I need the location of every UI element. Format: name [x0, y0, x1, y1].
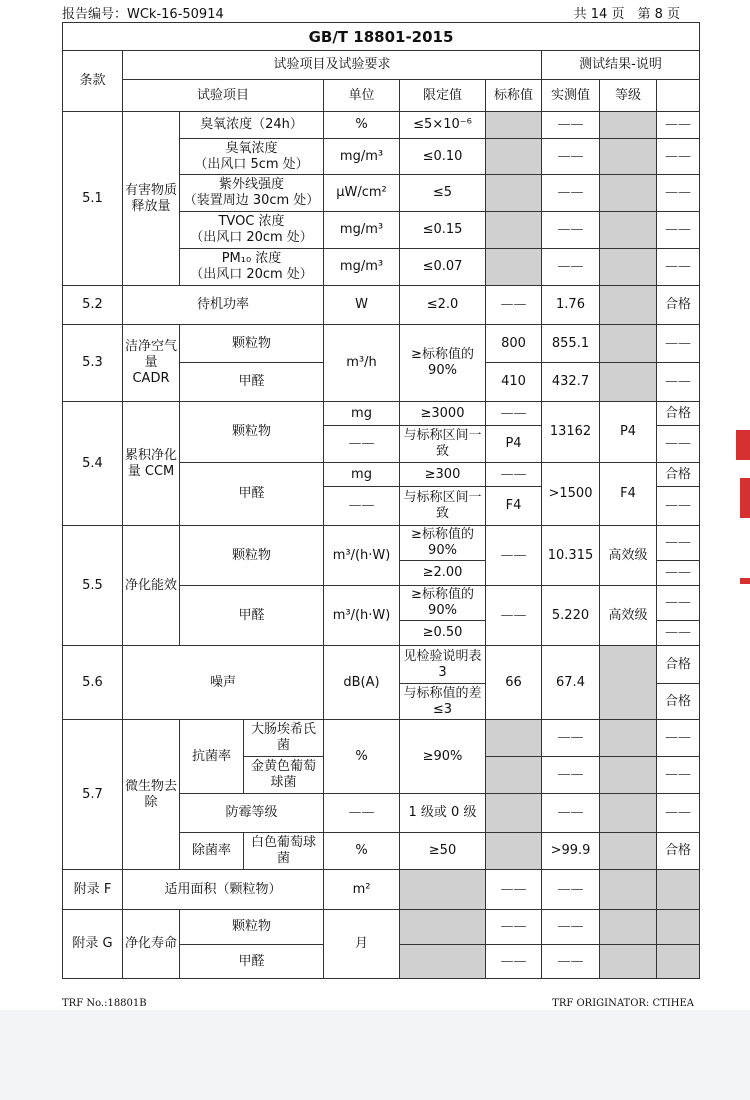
unit-cell: 月	[324, 910, 400, 979]
head-unit: 单位	[324, 80, 400, 112]
judge-cell: ——	[657, 426, 700, 463]
grade-cell: P4	[600, 402, 657, 463]
clause-5-7: 5.7	[63, 720, 123, 870]
nominal-cell: 66	[486, 646, 542, 720]
measured-cell: 5.220	[542, 586, 600, 646]
nominal-cell	[486, 720, 542, 757]
head-clause: 条款	[63, 51, 123, 112]
limit-cell: ≥90%	[400, 720, 486, 794]
judge-cell: ——	[657, 720, 700, 757]
unit-cell: mg	[324, 402, 400, 426]
unit-cell: mg/m³	[324, 249, 400, 286]
clause-appendix-f: 附录 F	[63, 870, 123, 910]
measured-cell: ——	[542, 757, 600, 794]
unit-cell: mg	[324, 463, 400, 487]
judge-cell: ——	[657, 586, 700, 621]
item-particle: 颗粒物	[180, 325, 324, 363]
trf-originator: TRF ORIGINATOR: CTIHEA	[552, 998, 694, 1009]
nominal-cell: ——	[486, 402, 542, 426]
judge-cell: 合格	[657, 646, 700, 684]
head-measured: 实测值	[542, 80, 600, 112]
unit-cell: mg/m³	[324, 139, 400, 175]
judge-cell: 合格	[657, 286, 700, 325]
judge-cell: ——	[657, 175, 700, 212]
judge-cell: ——	[657, 249, 700, 286]
clause-appendix-g: 附录 G	[63, 910, 123, 979]
limit-cell: ≥标称值的 90%	[400, 586, 486, 621]
item-uv: 紫外线强度 （装置周边 30cm 处）	[180, 175, 324, 212]
clause-5-1: 5.1	[63, 112, 123, 286]
viewer-background	[0, 1010, 750, 1100]
nominal-cell: 800	[486, 325, 542, 363]
item-pm10: PM₁₀ 浓度 （出风口 20cm 处）	[180, 249, 324, 286]
seal-edge-mark	[736, 430, 750, 460]
measured-cell: ——	[542, 249, 600, 286]
category-efficiency: 净化能效	[123, 526, 180, 646]
item-formaldehyde: 甲醛	[180, 586, 324, 646]
category-cadr: 洁净空气量 CADR	[123, 325, 180, 402]
category-harmful: 有害物质释放量	[123, 112, 180, 286]
nominal-cell: ——	[486, 526, 542, 586]
nominal-cell: ——	[486, 463, 542, 487]
unit-cell: μW/cm²	[324, 175, 400, 212]
judge-cell: ——	[657, 112, 700, 139]
limit-cell: ≥300	[400, 463, 486, 487]
measured-cell: 10.315	[542, 526, 600, 586]
unit-cell: %	[324, 833, 400, 870]
limit-cell: 见检验说明表 3	[400, 646, 486, 684]
judge-cell: 合格	[657, 684, 700, 720]
judge-cell: ——	[657, 621, 700, 646]
item-particle: 颗粒物	[180, 526, 324, 586]
limit-cell: ≥3000	[400, 402, 486, 426]
grade-cell	[600, 833, 657, 870]
clause-5-3: 5.3	[63, 325, 123, 402]
limit-cell	[400, 870, 486, 910]
clause-5-2: 5.2	[63, 286, 123, 325]
item-formaldehyde: 甲醛	[180, 363, 324, 402]
judge-cell	[657, 870, 700, 910]
judge-cell: ——	[657, 794, 700, 833]
item-formaldehyde: 甲醛	[180, 463, 324, 526]
nominal-cell: ——	[486, 586, 542, 646]
unit-cell: mg/m³	[324, 212, 400, 249]
standard-title: GB/T 18801-2015	[63, 23, 700, 51]
measured-cell: ——	[542, 175, 600, 212]
item-staph: 金黄色葡萄球菌	[244, 757, 324, 794]
judge-cell: 合格	[657, 463, 700, 487]
measured-cell: ——	[542, 720, 600, 757]
category-lifetime: 净化寿命	[123, 910, 180, 979]
limit-cell: ≥标称值的 90%	[400, 526, 486, 561]
nominal-cell: P4	[486, 426, 542, 463]
nominal-cell: ——	[486, 286, 542, 325]
nominal-cell: ——	[486, 870, 542, 910]
judge-cell: ——	[657, 139, 700, 175]
head-nominal: 标称值	[486, 80, 542, 112]
measured-cell: ——	[542, 212, 600, 249]
limit-cell	[400, 945, 486, 979]
judge-cell: ——	[657, 325, 700, 363]
clause-5-5: 5.5	[63, 526, 123, 646]
nominal-cell	[486, 757, 542, 794]
item-particle: 颗粒物	[180, 910, 324, 945]
judge-cell: 合格	[657, 402, 700, 426]
nominal-cell: ——	[486, 910, 542, 945]
grade-cell: F4	[600, 463, 657, 526]
limit-cell: 1 级或 0 级	[400, 794, 486, 833]
grade-cell	[600, 325, 657, 363]
seal-edge-mark	[740, 478, 750, 518]
measured-cell: 432.7	[542, 363, 600, 402]
grade-cell	[600, 794, 657, 833]
seal-edge-mark	[740, 578, 750, 584]
unit-cell: ——	[324, 487, 400, 526]
grade-cell	[600, 175, 657, 212]
grade-cell	[600, 363, 657, 402]
measured-cell: 67.4	[542, 646, 600, 720]
nominal-cell	[486, 249, 542, 286]
nominal-cell	[486, 112, 542, 139]
judge-cell: ——	[657, 212, 700, 249]
grade-cell	[600, 139, 657, 175]
limit-cell: ≥2.00	[400, 561, 486, 586]
grade-cell	[600, 212, 657, 249]
unit-cell: m³/h	[324, 325, 400, 402]
unit-cell: W	[324, 286, 400, 325]
measured-cell: ——	[542, 945, 600, 979]
item-area: 适用面积（颗粒物）	[123, 870, 324, 910]
grade-cell	[600, 249, 657, 286]
judge-cell: ——	[657, 487, 700, 526]
unit-cell: m³/(h·W)	[324, 526, 400, 586]
unit-cell: %	[324, 112, 400, 139]
unit-cell: m²	[324, 870, 400, 910]
measured-cell: ——	[542, 794, 600, 833]
judge-cell: ——	[657, 561, 700, 586]
page-info: 共 14 页 第 8 页	[573, 7, 680, 22]
trf-number: TRF No.:18801B	[62, 998, 147, 1009]
judge-cell	[657, 945, 700, 979]
limit-cell: 与标称区间一致	[400, 426, 486, 463]
measured-cell: 1.76	[542, 286, 600, 325]
grade-cell: 高效级	[600, 526, 657, 586]
head-item: 试验项目	[123, 80, 324, 112]
limit-cell: ≤0.07	[400, 249, 486, 286]
unit-cell: dB(A)	[324, 646, 400, 720]
limit-cell: ≤0.15	[400, 212, 486, 249]
nominal-cell: ——	[486, 945, 542, 979]
measured-cell: ——	[542, 870, 600, 910]
nominal-cell	[486, 139, 542, 175]
item-particle: 颗粒物	[180, 402, 324, 463]
unit-cell: ——	[324, 794, 400, 833]
nominal-cell	[486, 212, 542, 249]
judge-cell: ——	[657, 526, 700, 561]
item-standby-power: 待机功率	[123, 286, 324, 325]
judge-cell	[657, 910, 700, 945]
measured-cell: 13162	[542, 402, 600, 463]
clause-5-6: 5.6	[63, 646, 123, 720]
limit-cell: ≥0.50	[400, 621, 486, 646]
grade-cell	[600, 757, 657, 794]
nominal-cell: 410	[486, 363, 542, 402]
measured-cell: ——	[542, 910, 600, 945]
limit-cell: 与标称值的差≤3	[400, 684, 486, 720]
grade-cell	[600, 945, 657, 979]
nominal-cell	[486, 833, 542, 870]
grade-cell	[600, 870, 657, 910]
head-limit: 限定值	[400, 80, 486, 112]
grade-cell	[600, 910, 657, 945]
limit-cell: 与标称区间一致	[400, 487, 486, 526]
grade-cell	[600, 720, 657, 757]
head-grade: 等级	[600, 80, 657, 112]
limit-cell: ≤5×10⁻⁶	[400, 112, 486, 139]
nominal-cell	[486, 175, 542, 212]
item-ozone-5cm: 臭氧浓度 （出风口 5cm 处）	[180, 139, 324, 175]
limit-cell: ≤5	[400, 175, 486, 212]
measured-cell: >1500	[542, 463, 600, 526]
judge-cell: ——	[657, 757, 700, 794]
measured-cell: >99.9	[542, 833, 600, 870]
judge-cell: ——	[657, 363, 700, 402]
item-sterilize: 除菌率	[180, 833, 244, 870]
unit-cell: m³/(h·W)	[324, 586, 400, 646]
item-ecoli: 大肠埃希氏菌	[244, 720, 324, 757]
unit-cell: %	[324, 720, 400, 794]
measured-cell: 855.1	[542, 325, 600, 363]
head-result-group: 测试结果-说明	[542, 51, 700, 80]
nominal-cell: F4	[486, 487, 542, 526]
limit-cell: ≥50	[400, 833, 486, 870]
category-ccm: 累积净化量 CCM	[123, 402, 180, 526]
unit-cell: ——	[324, 426, 400, 463]
measured-cell: ——	[542, 139, 600, 175]
item-ozone-24h: 臭氧浓度（24h）	[180, 112, 324, 139]
limit-cell	[400, 910, 486, 945]
grade-cell	[600, 646, 657, 720]
head-test-group: 试验项目及试验要求	[123, 51, 542, 80]
nominal-cell	[486, 794, 542, 833]
limit-cell: ≤0.10	[400, 139, 486, 175]
grade-cell: 高效级	[600, 586, 657, 646]
judge-cell: 合格	[657, 833, 700, 870]
grade-cell	[600, 112, 657, 139]
item-antibac: 抗菌率	[180, 720, 244, 794]
report-number: 报告编号：WCk-16-50914	[62, 7, 224, 22]
item-tvoc: TVOC 浓度 （出风口 20cm 处）	[180, 212, 324, 249]
category-microbe: 微生物去除	[123, 720, 180, 870]
test-results-table	[62, 22, 700, 979]
item-noise: 噪声	[123, 646, 324, 720]
grade-cell	[600, 286, 657, 325]
item-formaldehyde: 甲醛	[180, 945, 324, 979]
measured-cell: ——	[542, 112, 600, 139]
item-white-staph: 白色葡萄球菌	[244, 833, 324, 870]
item-mold: 防霉等级	[180, 794, 324, 833]
limit-cell: ≤2.0	[400, 286, 486, 325]
limit-cell: ≥标称值的 90%	[400, 325, 486, 402]
clause-5-4: 5.4	[63, 402, 123, 526]
